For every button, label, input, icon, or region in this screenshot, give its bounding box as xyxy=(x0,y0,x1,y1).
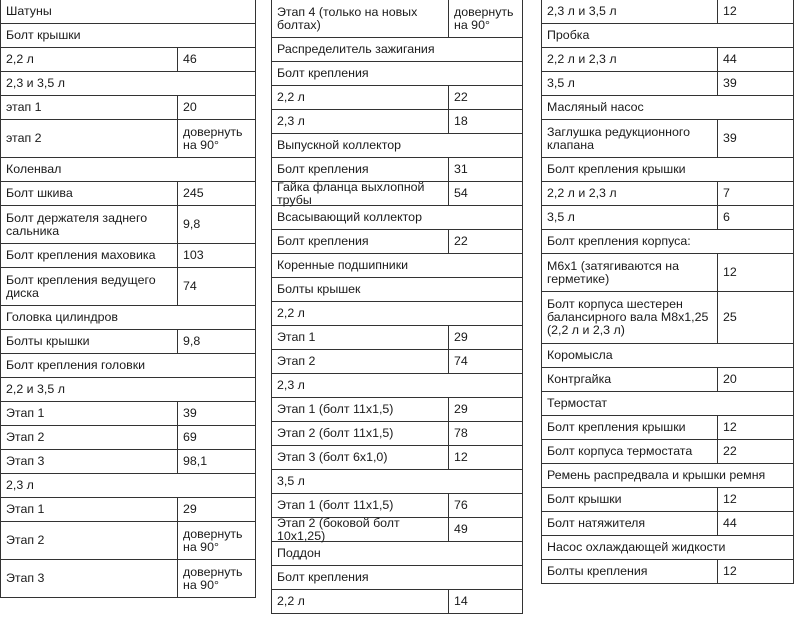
row-label: 2,3 л xyxy=(6,478,34,492)
row-label: Шатуны xyxy=(6,4,52,18)
row-label: 3,5 л xyxy=(277,474,305,488)
row-value: 49 xyxy=(448,518,522,541)
row-value: 12 xyxy=(717,560,793,583)
row-label: Болты крепления xyxy=(547,564,648,578)
row-value: 22 xyxy=(448,86,522,109)
table-row xyxy=(272,134,522,158)
row-value: довернуть на 90° xyxy=(177,120,255,157)
table-row xyxy=(1,268,255,306)
table-row xyxy=(1,474,255,498)
table-row xyxy=(542,24,793,48)
row-label: Этап 2 (болт 11х1,5) xyxy=(277,426,394,440)
row-label: Коромысла xyxy=(547,348,613,362)
table-row xyxy=(542,0,793,24)
table-row xyxy=(1,182,255,206)
table-row xyxy=(1,24,255,48)
table-row xyxy=(542,72,793,96)
table-row xyxy=(272,38,522,62)
row-label: Болт крепления xyxy=(277,570,369,584)
row-label: Этап 3 xyxy=(6,571,45,585)
row-label: Коленвал xyxy=(6,162,62,176)
table-row xyxy=(542,464,793,488)
row-label: 2,2 л xyxy=(277,594,305,608)
row-label: Этап 3 xyxy=(6,454,45,468)
row-label: Коренные подшипники xyxy=(277,258,409,272)
row-label: Контргайка xyxy=(547,372,612,386)
table-row xyxy=(1,206,255,244)
table-row xyxy=(272,494,522,518)
row-value: 39 xyxy=(177,402,255,425)
row-label: 3,5 л xyxy=(547,210,575,224)
row-value: 103 xyxy=(177,244,255,267)
row-label: Этап 1 (болт 11х1,5) xyxy=(277,402,394,416)
row-value: 44 xyxy=(717,512,793,535)
table-row xyxy=(272,179,522,207)
table-row xyxy=(1,522,255,560)
torque-table-column-3 xyxy=(541,0,794,584)
row-value: 12 xyxy=(717,488,793,511)
row-value: довернуть на 90° xyxy=(177,560,255,597)
row-value: 31 xyxy=(448,158,522,181)
row-label: Поддон xyxy=(277,546,321,560)
table-row xyxy=(272,254,522,278)
table-row xyxy=(272,422,522,446)
table-row xyxy=(542,120,793,158)
table-row xyxy=(1,378,255,402)
row-value: 9,8 xyxy=(177,330,255,353)
table-row xyxy=(1,560,255,598)
row-value: 54 xyxy=(448,182,522,205)
row-label: Болт корпуса шестерен балансирного вала М8х1,25 (2,2 л и 2,3 л) xyxy=(547,297,709,337)
row-label: 2,2 л xyxy=(6,52,34,66)
table-row xyxy=(542,344,793,368)
table-row xyxy=(272,230,522,254)
row-value: 18 xyxy=(448,110,522,133)
table-row xyxy=(272,542,522,566)
table-row xyxy=(272,350,522,374)
row-label: 2,3 л xyxy=(277,114,305,128)
row-label: Болт крепления крышки xyxy=(547,162,686,176)
row-value: 20 xyxy=(717,368,793,391)
row-label: Болт крепления маховика xyxy=(6,248,156,262)
table-row xyxy=(1,0,255,24)
table-row xyxy=(1,120,255,158)
table-row xyxy=(542,392,793,416)
row-label: Болт держателя заднего сальника xyxy=(6,210,148,238)
table-row xyxy=(1,244,255,268)
row-label: Головка цилиндров xyxy=(6,310,118,324)
row-label: Распределитель зажигания xyxy=(277,42,435,56)
table-row xyxy=(1,426,255,450)
row-label: Этап 2 xyxy=(277,354,316,368)
table-row xyxy=(1,306,255,330)
row-label: Этап 3 (болт 6х1,0) xyxy=(277,450,388,464)
row-label: Болт натяжителя xyxy=(547,516,646,530)
row-label: 2,2 л и 2,3 л xyxy=(547,52,617,66)
row-label: Этап 1 (болт 11х1,5) xyxy=(277,498,394,512)
row-label: 2,3 л xyxy=(277,378,305,392)
table-row xyxy=(542,96,793,120)
row-label: Этап 2 xyxy=(6,430,45,444)
table-row xyxy=(272,158,522,182)
table-row xyxy=(1,96,255,120)
table-row xyxy=(542,48,793,72)
row-value: 9,8 xyxy=(177,206,255,243)
row-label: Всасывающий коллектор xyxy=(277,210,422,224)
table-row xyxy=(542,254,793,292)
row-label: Пробка xyxy=(547,28,590,42)
row-label: 3,5 л xyxy=(547,76,575,90)
table-row xyxy=(272,590,522,614)
table-row xyxy=(1,158,255,182)
table-row xyxy=(1,450,255,474)
row-value: 78 xyxy=(448,422,522,445)
row-label: Болт крепления головки xyxy=(6,358,146,372)
row-label: Этап 1 xyxy=(6,502,45,516)
table-row xyxy=(272,374,522,398)
row-value: 12 xyxy=(717,0,793,23)
row-label: 2,3 л и 3,5 л xyxy=(547,4,617,18)
table-row xyxy=(272,515,522,543)
torque-table-column-2 xyxy=(271,0,523,614)
table-row xyxy=(542,536,793,560)
row-value: 29 xyxy=(177,498,255,521)
row-label: Этап 1 xyxy=(6,406,45,420)
table-row xyxy=(272,302,522,326)
row-label: Болт крепления крышки xyxy=(547,420,686,434)
row-value: 29 xyxy=(448,398,522,421)
table-row xyxy=(272,566,522,590)
table-row xyxy=(1,354,255,378)
row-value: 25 xyxy=(717,292,793,343)
row-label: Болт шкива xyxy=(6,186,73,200)
table-row xyxy=(1,330,255,354)
row-label: этап 1 xyxy=(6,100,42,114)
row-value: 76 xyxy=(448,494,522,517)
table-row xyxy=(542,512,793,536)
table-row xyxy=(542,230,793,254)
row-value: 29 xyxy=(448,326,522,349)
table-row xyxy=(1,72,255,96)
table-row xyxy=(272,110,522,134)
table-row xyxy=(1,402,255,426)
row-label: 2,3 и 3,5 л xyxy=(6,76,65,90)
row-label: Болт крышки xyxy=(6,28,81,42)
row-label: этап 2 xyxy=(6,131,42,145)
row-value: 74 xyxy=(177,268,255,305)
table-row xyxy=(272,446,522,470)
row-value: 14 xyxy=(448,590,522,613)
row-label: Насос охлаждающей жидкости xyxy=(547,540,726,554)
row-label: Болты крышек xyxy=(277,282,361,296)
table-row xyxy=(542,368,793,392)
row-value: 39 xyxy=(717,120,793,157)
table-row xyxy=(272,398,522,422)
table-row xyxy=(542,440,793,464)
row-value: 20 xyxy=(177,96,255,119)
row-label: Болт крепления xyxy=(277,162,369,176)
table-row xyxy=(542,416,793,440)
table-row xyxy=(542,182,793,206)
row-value: 22 xyxy=(717,440,793,463)
torque-table-column-1 xyxy=(0,0,256,598)
table-row xyxy=(272,0,522,38)
table-row xyxy=(542,488,793,512)
row-label: 2,2 л xyxy=(277,306,305,320)
table-row xyxy=(272,86,522,110)
table-row xyxy=(1,498,255,522)
table-row xyxy=(272,278,522,302)
row-value: 39 xyxy=(717,72,793,95)
row-label: Ремень распредвала и крышки ремня xyxy=(547,468,766,482)
row-value: 12 xyxy=(717,416,793,439)
row-label: Этап 1 xyxy=(277,330,316,344)
table-row xyxy=(542,292,793,344)
table-row xyxy=(542,206,793,230)
row-value: 12 xyxy=(448,446,522,469)
row-value: довернуть на 90° xyxy=(177,522,255,559)
row-label: Заглушка редукционного клапана xyxy=(547,124,690,152)
row-value: 69 xyxy=(177,426,255,449)
row-value: 12 xyxy=(717,254,793,291)
table-row xyxy=(542,158,793,182)
row-value: 44 xyxy=(717,48,793,71)
row-value: 7 xyxy=(717,182,793,205)
row-label: Этап 2 (боковой болт 10х1,25) xyxy=(277,515,400,543)
row-value: 6 xyxy=(717,206,793,229)
row-label: Термостат xyxy=(547,396,608,410)
row-label: Болт крепления xyxy=(277,66,369,80)
row-label: Гайка фланца выхлопной трубы xyxy=(277,179,425,207)
row-value: 22 xyxy=(448,230,522,253)
row-label: 2,2 и 3,5 л xyxy=(6,382,65,396)
table-row xyxy=(542,560,793,584)
row-value: 46 xyxy=(177,48,255,71)
row-label: Болт крышки xyxy=(547,492,622,506)
row-label: Этап 2 xyxy=(6,533,45,547)
row-label: Болты крышки xyxy=(6,334,90,348)
row-label: Выпускной коллектор xyxy=(277,138,402,152)
table-row xyxy=(1,48,255,72)
row-value: 245 xyxy=(177,182,255,205)
table-row xyxy=(272,326,522,350)
table-row xyxy=(272,470,522,494)
table-row xyxy=(272,206,522,230)
row-label: М6х1 (затягиваются на герметике) xyxy=(547,258,679,286)
row-label: Болт крепления ведущего диска xyxy=(6,272,156,300)
row-label: Масляный насос xyxy=(547,100,644,114)
row-label: 2,2 л и 2,3 л xyxy=(547,186,617,200)
row-label: Болт корпуса термостата xyxy=(547,444,693,458)
table-row xyxy=(272,62,522,86)
row-value: 74 xyxy=(448,350,522,373)
row-value: 98,1 xyxy=(177,450,255,473)
row-value: довернуть на 90° xyxy=(448,0,522,37)
row-label: Этап 4 (только на новых болтах) xyxy=(277,4,418,32)
row-label: 2,2 л xyxy=(277,90,305,104)
row-label: Болт крепления корпуса: xyxy=(547,234,691,248)
row-label: Болт крепления xyxy=(277,234,369,248)
